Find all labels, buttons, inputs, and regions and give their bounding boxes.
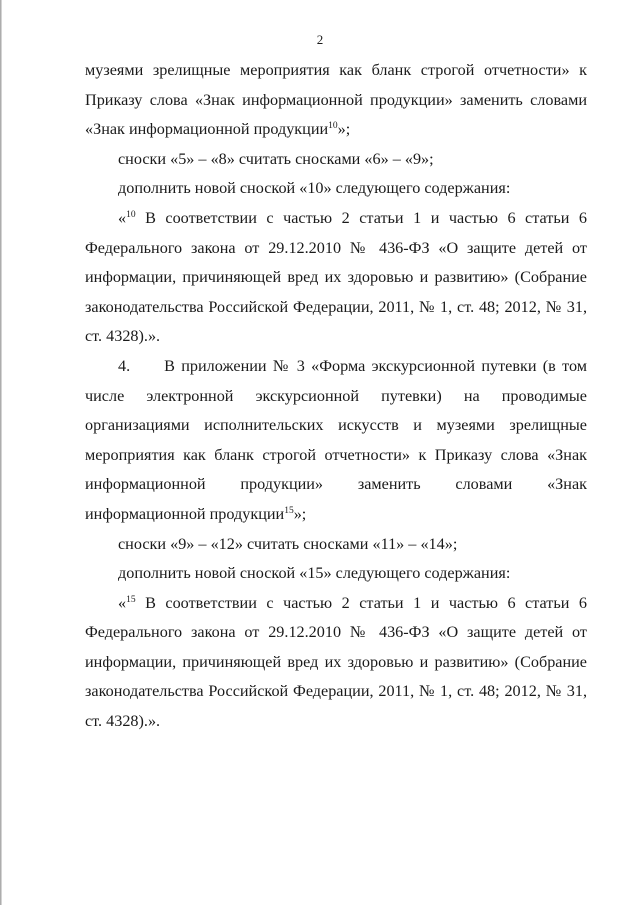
paragraph-tail: »; (293, 504, 307, 523)
paragraph-tail: »; (337, 120, 351, 139)
footnote-ref: 15 (126, 594, 136, 605)
paragraph-text: сноски «5» – «8» считать сносками «6» – «9»; (118, 149, 434, 168)
open-quote: « (118, 593, 127, 612)
paragraph-text: В соответствии с частью 2 статьи 1 и частью 6 статьи 6 Федерального закона от 29.12.2010 № 436-ФЗ «О защите детей от информации, причиняющей вред их здоровью и развитию» (Собрание законодательства Российской Федерации, 2011, № 1, ст. 48; 2012, № 31, ст. 4328).». (85, 208, 587, 346)
footnote-ref: 10 (126, 209, 136, 220)
item-number: 4. (118, 356, 131, 375)
paragraph-text: сноски «9» – «12» считать сносками «11» – «14»; (118, 534, 458, 553)
paragraph-add-footnote (85, 174, 587, 204)
paragraph-text: дополнить новой сноской «10» следующего содержания: (118, 179, 511, 198)
scan-edge (0, 0, 2, 905)
paragraph-text: музеями зрелищные мероприятия как бланк строгой отчетности» к Приказу слова «Знак информационной продукции» заменить словами «Знак информационной продукции (85, 61, 587, 139)
paragraph-footnotes-renumber (85, 145, 587, 175)
document-body (85, 56, 587, 737)
paragraph-item-4 (85, 352, 587, 530)
paragraph-text: дополнить новой сноской «15» следующего содержания: (118, 564, 511, 583)
paragraph-footnote-content (85, 204, 587, 352)
footnote-ref: 15 (284, 505, 294, 516)
paragraph-footnotes-renumber (85, 530, 587, 560)
paragraph-text: В соответствии с частью 2 статьи 1 и частью 6 статьи 6 Федерального закона от 29.12.2010 № 436-ФЗ «О защите детей от информации, причиняющей вред их здоровью и развитию» (Собрание законодательства Российской Федерации, 2011, № 1, ст. 48; 2012, № 31, ст. 4328).». (85, 593, 587, 731)
footnote-ref: 10 (328, 121, 338, 132)
paragraph-continuation (85, 56, 587, 145)
open-quote: « (118, 208, 127, 227)
paragraph-text: В приложении № 3 «Форма экскурсионной путевки (в том числе электронной экскурсионной путевки) на проводимые организациями исполнительских искусств и музеями зрелищные мероприятия как бланк строгой отчетности» к Приказу слова «Знак информационной продукции» заменить словами «Знак информационной продукции (85, 356, 587, 523)
paragraph-add-footnote (85, 559, 587, 589)
paragraph-footnote-content (85, 589, 587, 737)
page-number: 2 (316, 32, 324, 47)
